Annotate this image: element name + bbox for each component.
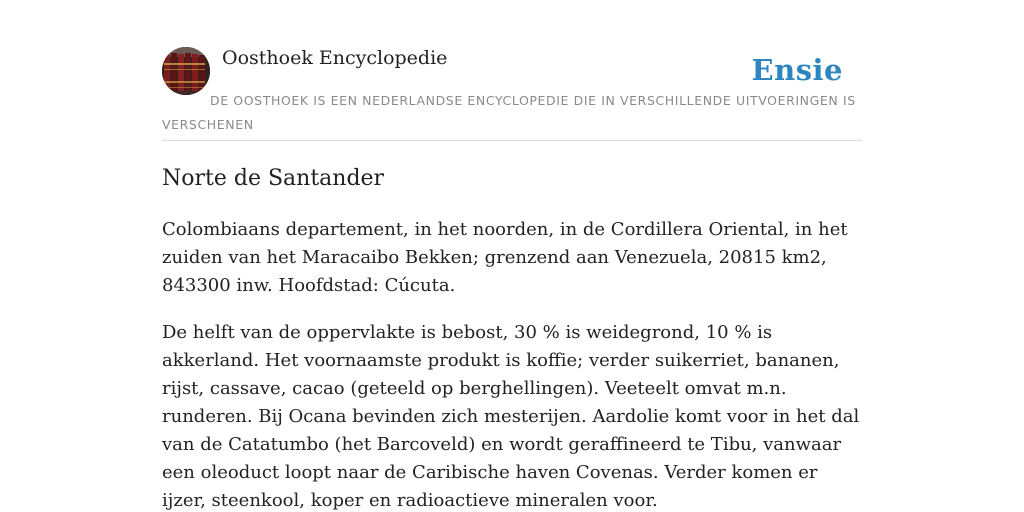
article-body xyxy=(162,216,862,512)
encyclopedia-books-icon[interactable] xyxy=(162,47,210,95)
article-paragraph: De helft van de oppervlakte is bebost, 30 % is weidegrond, 10 % is akkerland. Het voornaamste produkt is koffie; verder suikerriet, bananen, rijst, cassave, cacao (geteeld op berghellingen). Veeteelt omvat m.n. runderen. Bij Ocana bevinden zich mesterijen. Aardolie komt voor in het dal van de Catatumbo (het Barcoveld) en wordt geraffineerd te Tibu, vanwaar een oleoduct loopt naar de Caribische haven Covenas. Verder komen er ijzer, steenkool, koper en radioactieve mineralen voor. xyxy=(162,322,860,511)
avatar-image xyxy=(162,47,210,95)
site-tagline: DE OOSTHOEK IS EEN NEDERLANDSE ENCYCLOPEDIE DIE IN VERSCHILLENDE UITVOERINGEN IS VERSCHENEN xyxy=(162,93,856,132)
page-title: Norte de Santander xyxy=(162,166,385,191)
site-header xyxy=(162,46,862,141)
site-title[interactable]: Oosthoek Encyclopedie xyxy=(222,47,448,69)
brand-logo[interactable]: Ensie xyxy=(751,53,843,87)
article-paragraph: Colombiaans departement, in het noorden, in de Cordillera Oriental, in het zuiden van het Maracaibo Bekken; grenzend aan Venezuela, 20815 km2, 843300 inw. Hoofdstad: Cúcuta. xyxy=(162,219,848,296)
